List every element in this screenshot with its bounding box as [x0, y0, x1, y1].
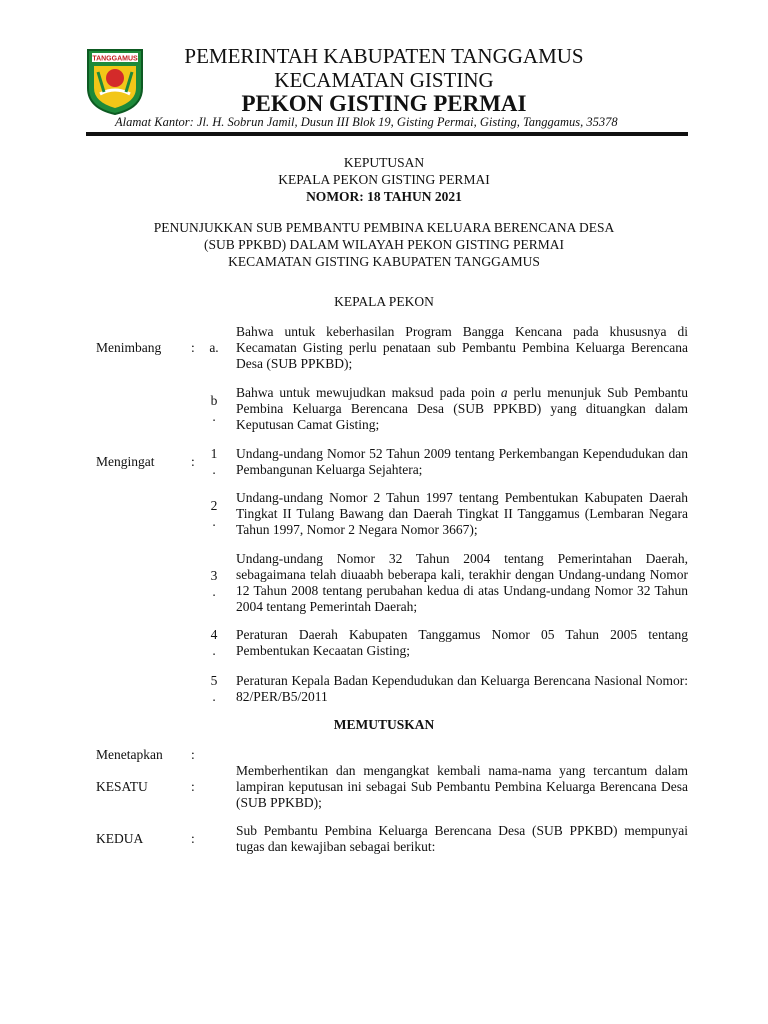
mengingat-item-4-dot: .	[212, 643, 216, 658]
menetapkan-colon: :	[191, 747, 195, 762]
mengingat-item-1-dot: .	[212, 462, 216, 477]
heading-kepala-pekon: KEPALA PEKON	[334, 294, 434, 309]
logo-text: TANGGAMUS	[92, 55, 138, 63]
kesatu-colon: :	[191, 779, 195, 794]
kesatu-text: Memberhentikan dan mengangkat kembali nama-nama yang tercantum dalam lampiran keputusan ini sebagai Sub Pembantu Pembina Keluarga Berencana Desa (SUB PPKBD);	[236, 763, 688, 810]
menimbang-item-a-number: a.	[209, 340, 219, 355]
subject-line-1: PENUNJUKKAN SUB PEMBANTU PEMBINA KELUARA BERENCANA DESA	[153, 220, 615, 235]
mengingat-item-2-number: 2	[210, 498, 218, 513]
heading-memutuskan: MEMUTUSKAN	[333, 717, 435, 732]
mengingat-item-4-text: Peraturan Daerah Kabupaten Tanggamus Nomor 05 Tahun 2005 tentang Pembentukan Kecaatan Gisting;	[236, 627, 688, 658]
subject-line-2: (SUB PPKBD) DALAM WILAYAH PEKON GISTING PERMAI	[203, 237, 565, 252]
kesatu-label: KESATU	[96, 779, 148, 794]
kedua-text: Sub Pembantu Pembina Keluarga Berencana Desa (SUB PPKBD) mempunyai tugas dan kewajiban sebagai berikut:	[236, 823, 688, 854]
menimbang-label: Menimbang	[96, 340, 162, 355]
header-address: Alamat Kantor: Jl. H. Sobrun Jamil, Dusun III Blok 19, Gisting Permai, Gisting, Tanggamus, 35378	[115, 115, 618, 129]
mengingat-item-3-text: Undang-undang Nomor 32 Tahun 2004 tentang Pemerintahan Daerah, sebagaimana telah diuaabh beberapa kali, terakhir dengan Undang-undang Nomor 12 Tahun 2008 tentang perubahan kedua di atas Undang-undang Nomor 32 Tahun 2004 tentang Pemerintah Daerah;	[236, 551, 688, 614]
mengingat-item-5-dot: .	[212, 689, 216, 704]
subject-line-3: KECAMATAN GISTING KABUPATEN TANGGAMUS	[228, 254, 540, 269]
menimbang-item-b-text-italic: a	[500, 385, 508, 400]
menimbang-item-b-text-after: perlu menunjuk Sub Pembantu Pembina Keluarga Berencana Desa (SUB PPKBD) yang dituangkan dalam Keputusan Camat Gisting;	[236, 385, 688, 432]
menimbang-item-a-text: Bahwa untuk keberhasilan Program Bangga Kencana pada khususnya di Kecamatan Gisting perlu penataan sub Pembantu Pembina Keluarga Berencana Desa (SUB PPKBD);	[236, 324, 688, 371]
menimbang-item-b-text-before: Bahwa untuk mewujudkan maksud pada poin	[236, 385, 501, 400]
mengingat-item-3-dot: .	[212, 584, 216, 599]
kedua-label: KEDUA	[96, 831, 144, 846]
mengingat-item-5-text: Peraturan Kepala Badan Kependudukan dan Keluarga Berencana Nasional Nomor: 82/PER/B5/2011	[236, 673, 688, 704]
mengingat-item-2-text: Undang-undang Nomor 2 Tahun 1997 tentang Pembentukan Kabupaten Daerah Tingkat II Tulang Bawang dan Daerah Tingkat II Tanggamus (Lembaran Negara Tahun 1997, Nomor 2 Negara Nomor 3667);	[236, 490, 688, 537]
menimbang-item-b-dot: .	[212, 409, 216, 424]
menimbang-item-b-text	[236, 385, 688, 433]
mengingat-item-5-number: 5	[210, 673, 218, 688]
menimbang-colon: :	[191, 340, 195, 355]
doc-title: KEPUTUSAN	[343, 155, 425, 170]
mengingat-item-1-number: 1	[210, 446, 218, 461]
header-district: KECAMATAN GISTING	[274, 68, 494, 92]
mengingat-item-2-dot: .	[212, 514, 216, 529]
letterhead-rule	[86, 132, 688, 136]
mengingat-label: Mengingat	[96, 454, 155, 469]
doc-issuer: KEPALA PEKON GISTING PERMAI	[278, 172, 490, 187]
header-village: PEKON GISTING PERMAI	[241, 91, 527, 116]
doc-number: NOMOR: 18 TAHUN 2021	[306, 189, 462, 204]
mengingat-item-3-number: 3	[210, 568, 218, 583]
mengingat-colon: :	[191, 454, 195, 469]
mengingat-item-4-number: 4	[210, 627, 218, 642]
menetapkan-label: Menetapkan	[96, 747, 163, 762]
header-government: PEMERINTAH KABUPATEN TANGGAMUS	[184, 44, 584, 68]
kedua-colon: :	[191, 831, 195, 846]
menimbang-item-b-number: b	[210, 393, 218, 408]
mengingat-item-1-text: Undang-undang Nomor 52 Tahun 2009 tentang Perkembangan Kependudukan dan Pembangunan Keluarga Sejahtera;	[236, 446, 688, 477]
